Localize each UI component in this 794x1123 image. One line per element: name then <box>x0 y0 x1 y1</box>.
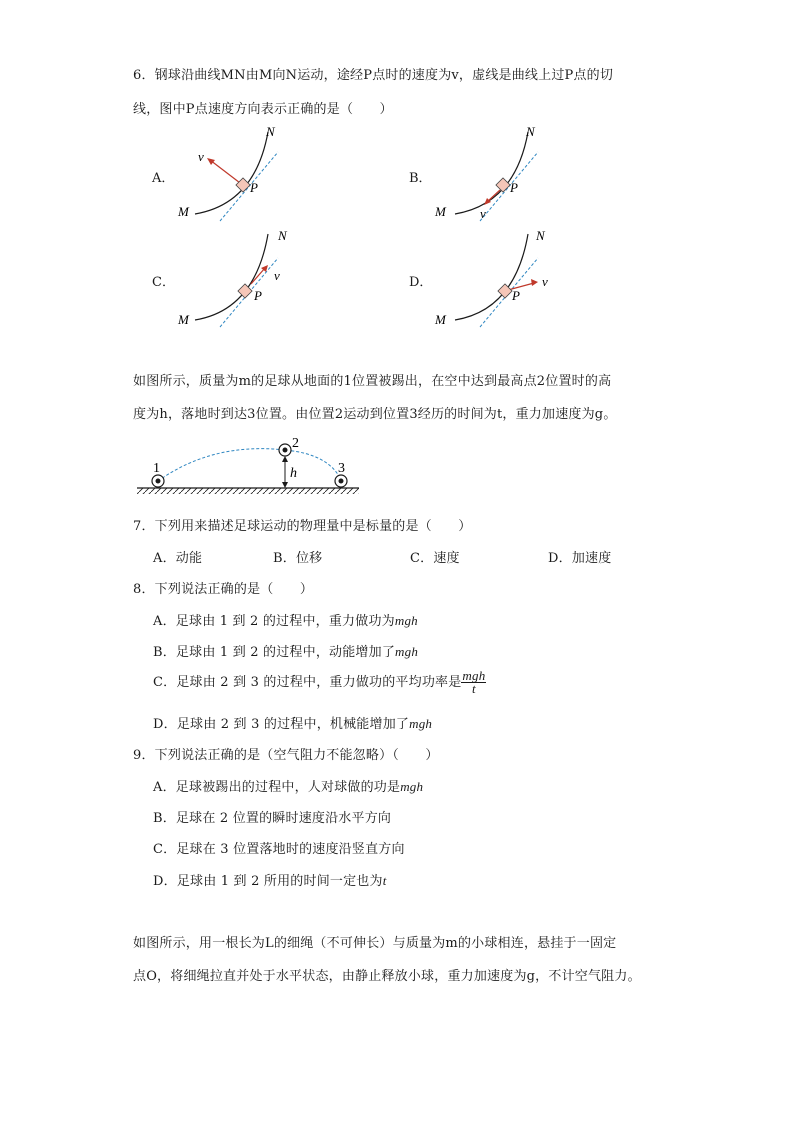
label-position-3: 3 <box>338 461 345 476</box>
curve-mn <box>195 132 268 214</box>
q6-stem-line2: 线，图中P点速度方向表示正确的是（ ） <box>133 102 393 117</box>
steel-ball-block <box>236 178 250 192</box>
q7-option-d: D．加速度 <box>548 551 612 566</box>
pendulum-intro-line2: 点O，将细绳拉直并处于水平状态，由静止释放小球，重力加速度为g，不计空气阻力。 <box>133 969 641 984</box>
q8-option-a-expr: mgh <box>394 613 418 628</box>
label-v: v <box>198 149 204 164</box>
fraction-denominator: t <box>472 681 476 696</box>
q6-figure-c <box>170 228 290 328</box>
label-position-2: 2 <box>292 436 299 451</box>
curve-mn <box>455 132 528 214</box>
label-m: M <box>178 204 189 219</box>
label-m: M <box>178 312 189 327</box>
label-v: v <box>274 268 280 283</box>
height-arrow-top <box>282 456 288 462</box>
steel-ball-block <box>498 284 512 298</box>
ball-position-1 <box>152 475 164 487</box>
q8-option-a <box>153 610 418 629</box>
q8-option-d-text: D．足球由 2 到 3 的过程中，机械能增加了 <box>153 717 410 732</box>
q9-option-a <box>153 776 423 795</box>
curve-mn <box>455 234 528 320</box>
label-m: M <box>435 312 446 327</box>
ground-hatch <box>137 488 359 494</box>
q8-option-b-text: B．足球由 1 到 2 的过程中，动能增加了 <box>153 645 396 660</box>
label-v: v <box>480 206 486 221</box>
q8-option-d-expr: mgh <box>409 716 433 731</box>
q7-stem: 7．下列用来描述足球运动的物理量中是标量的是（ ） <box>133 519 472 534</box>
label-m: M <box>435 204 446 219</box>
football-figure <box>133 432 365 498</box>
arrow-head <box>531 279 538 286</box>
q8-option-c-fraction <box>461 670 486 695</box>
q9-option-c: C．足球在 3 位置落地时的速度沿竖直方向 <box>153 842 405 857</box>
ball-position-2 <box>279 444 291 456</box>
q6-figure-a <box>170 124 290 224</box>
label-n: N <box>266 124 275 139</box>
label-n: N <box>526 124 535 139</box>
football-intro-line1: 如图所示，质量为m的足球从地面的1位置被踢出，在空中达到最高点2位置时的高 <box>133 374 612 389</box>
label-v: v <box>542 274 548 289</box>
label-p: P <box>512 288 520 303</box>
label-position-1: 1 <box>153 461 160 476</box>
ball-position-3 <box>335 475 347 487</box>
steel-ball-block <box>238 284 252 298</box>
fraction-numerator: mgh <box>462 668 486 683</box>
q6-option-a-label: A． <box>152 171 175 186</box>
q8-option-c <box>153 670 486 695</box>
trajectory-dashed <box>158 449 341 481</box>
arrow-head <box>207 158 215 165</box>
q9-option-a-expr: mgh <box>400 779 424 794</box>
q7-option-b: B．位移 <box>273 551 323 566</box>
label-n: N <box>278 228 287 243</box>
q6-figure-d <box>430 228 560 328</box>
pendulum-intro-line1: 如图所示，用一根长为L的细绳（不可伸长）与质量为m的小球相连，悬挂于一固定 <box>133 936 617 951</box>
height-arrow-bottom <box>282 482 288 488</box>
label-p: P <box>254 288 262 303</box>
q6-option-c-label: C． <box>152 275 175 290</box>
q8-option-b <box>153 641 418 660</box>
q9-option-d-expr: t <box>382 873 387 888</box>
q6-option-d-label: D． <box>409 275 433 290</box>
steel-ball-block <box>496 178 510 192</box>
q8-option-c-text: C．足球由 2 到 3 的过程中，重力做功的平均功率是 <box>153 675 462 690</box>
q9-stem: 9．下列说法正确的是（空气阻力不能忽略）（ ） <box>133 748 439 763</box>
q8-option-d <box>153 713 432 732</box>
q9-option-d <box>153 870 387 889</box>
q9-option-d-text: D．足球由 1 到 2 所用的时间一定也为 <box>153 874 383 889</box>
q8-option-b-expr: mgh <box>395 644 419 659</box>
q9-option-a-text: A．足球被踢出的过程中，人对球做的功是 <box>153 780 401 795</box>
q6-figure-b <box>430 124 550 224</box>
q7-option-a: A．动能 <box>153 551 203 566</box>
label-p: P <box>510 180 518 195</box>
football-intro-line2: 度为h，落地时到达3位置。由位置2运动到位置3经历的时间为t，重力加速度为g。 <box>133 407 617 422</box>
q9-option-b: B．足球在 2 位置的瞬时速度沿水平方向 <box>153 811 392 826</box>
q6-option-b-label: B． <box>409 171 432 186</box>
label-height-h: h <box>290 466 297 481</box>
q7-option-c: C．速度 <box>410 551 460 566</box>
label-p: P <box>250 180 258 195</box>
q8-stem: 8．下列说法正确的是（ ） <box>133 582 314 597</box>
q8-option-a-text: A．足球由 1 到 2 的过程中，重力做功为 <box>153 614 395 629</box>
q6-stem-line1: 6．钢球沿曲线MN由M向N运动，途经P点时的速度为v，虚线是曲线上过P点的切 <box>133 68 614 83</box>
label-n: N <box>536 228 545 243</box>
